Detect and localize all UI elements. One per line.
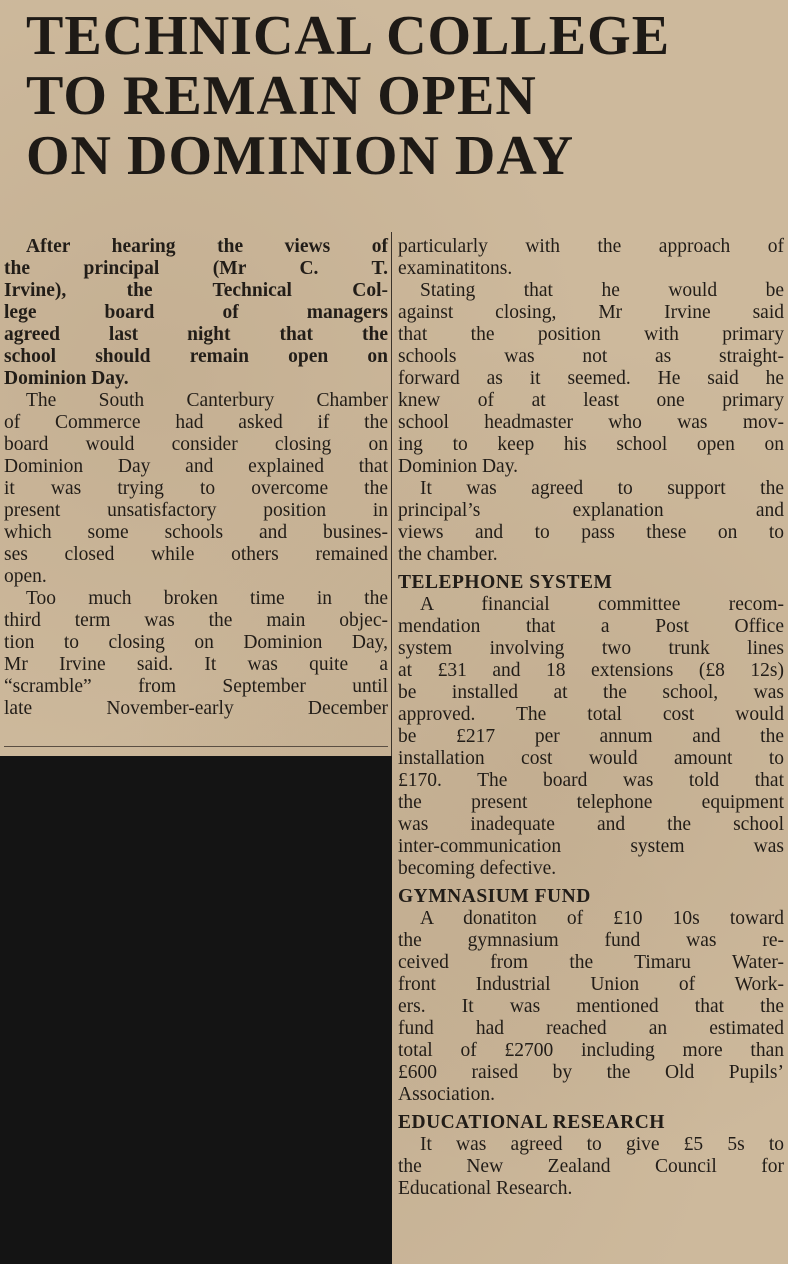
text-line: It was agreed to support the bbox=[420, 478, 784, 499]
text-line: ing to keep his school open on bbox=[398, 434, 784, 455]
text-line: the chamber. bbox=[398, 544, 498, 565]
text-line: Stating that he would be bbox=[420, 280, 784, 301]
text-line: It was agreed to give £5 5s to bbox=[420, 1134, 784, 1155]
text-line: principal’s explanation and bbox=[398, 500, 784, 521]
paragraph-telephone bbox=[398, 594, 784, 880]
text-line: front Industrial Union of Work- bbox=[398, 974, 784, 995]
text-line: ses closed while others remained bbox=[4, 544, 388, 565]
text-line: school headmaster who was mov- bbox=[398, 412, 784, 433]
text-line: mendation that a Post Office bbox=[398, 616, 784, 637]
text-line: lege board of managers bbox=[4, 302, 388, 323]
column-end-rule bbox=[4, 746, 388, 747]
text-line: school should remain open on bbox=[4, 346, 388, 367]
text-line: ers. It was mentioned that the bbox=[398, 996, 784, 1017]
right-column bbox=[398, 236, 784, 1200]
scan-background-area bbox=[0, 756, 392, 1264]
paragraph-continuation bbox=[398, 236, 784, 280]
text-line: £600 raised by the Old Pupils’ bbox=[398, 1062, 784, 1083]
text-line: examinatitons. bbox=[398, 258, 513, 279]
text-line: knew of at least one primary bbox=[398, 390, 784, 411]
text-line: £170. The board was told that bbox=[398, 770, 784, 791]
headline bbox=[26, 6, 786, 186]
text-line: A financial committee recom- bbox=[420, 594, 784, 615]
text-line: views and to pass these on to bbox=[398, 522, 784, 543]
text-line: open. bbox=[4, 566, 47, 587]
text-line: becoming defective. bbox=[398, 858, 557, 879]
text-line: tion to closing on Dominion Day, bbox=[4, 632, 388, 653]
text-line: ceived from the Timaru Water- bbox=[398, 952, 784, 973]
text-line: After hearing the views of bbox=[26, 236, 388, 257]
text-line: installation cost would amount to bbox=[398, 748, 784, 769]
text-line: Dominion Day. bbox=[398, 456, 519, 477]
text-line: approved. The total cost would bbox=[398, 704, 784, 725]
paragraph-intro bbox=[4, 236, 388, 390]
text-line: late November-early December bbox=[4, 698, 388, 719]
text-line: the principal (Mr C. T. bbox=[4, 258, 388, 279]
headline-line: TECHNICAL COLLEGE bbox=[26, 5, 671, 67]
headline-line: ON DOMINION DAY bbox=[26, 125, 575, 187]
paragraph-research bbox=[398, 1134, 784, 1200]
subhead-educational-research: EDUCATIONAL RESEARCH bbox=[398, 1112, 665, 1133]
text-line: which some schools and busines- bbox=[4, 522, 388, 543]
text-line: it was trying to overcome the bbox=[4, 478, 388, 499]
subhead-gymnasium-fund: GYMNASIUM FUND bbox=[398, 886, 591, 907]
text-line: schools was not as straight- bbox=[398, 346, 784, 367]
text-line: the present telephone equipment bbox=[398, 792, 784, 813]
text-line: inter-communication system was bbox=[398, 836, 784, 857]
subhead-telephone-system: TELEPHONE SYSTEM bbox=[398, 572, 613, 593]
text-line: total of £2700 including more than bbox=[398, 1040, 784, 1061]
text-line: Association. bbox=[398, 1084, 495, 1105]
text-line: board would consider closing on bbox=[4, 434, 388, 455]
paragraph-broken-time bbox=[4, 588, 388, 720]
text-line: Dominion Day. bbox=[4, 368, 129, 389]
text-line: be installed at the school, was bbox=[398, 682, 784, 703]
text-line: Mr Irvine said. It was quite a bbox=[4, 654, 388, 675]
text-line: fund had reached an estimated bbox=[398, 1018, 784, 1039]
text-line: Educational Research. bbox=[398, 1178, 573, 1199]
text-line: was inadequate and the school bbox=[398, 814, 784, 835]
text-line: the New Zealand Council for bbox=[398, 1156, 784, 1177]
text-line: A donatiton of £10 10s toward bbox=[420, 908, 784, 929]
paragraph-gymnasium bbox=[398, 908, 784, 1106]
text-line: at £31 and 18 extensions (£8 12s) bbox=[398, 660, 784, 681]
text-line: third term was the main objec- bbox=[4, 610, 388, 631]
text-line: agreed last night that the bbox=[4, 324, 388, 345]
paragraph-agreed bbox=[398, 478, 784, 566]
text-line: particularly with the approach of bbox=[398, 236, 784, 257]
left-column bbox=[4, 236, 388, 720]
text-line: system involving two trunk lines bbox=[398, 638, 784, 659]
text-line: that the position with primary bbox=[398, 324, 784, 345]
text-line: The South Canterbury Chamber bbox=[26, 390, 388, 411]
text-line: forward as it seemed. He said he bbox=[398, 368, 784, 389]
paragraph-stating bbox=[398, 280, 784, 478]
text-line: Dominion Day and explained that bbox=[4, 456, 388, 477]
text-line: against closing, Mr Irvine said bbox=[398, 302, 784, 323]
text-line: the gymnasium fund was re- bbox=[398, 930, 784, 951]
paragraph-chamber bbox=[4, 390, 388, 588]
text-line: “scramble” from September until bbox=[4, 676, 388, 697]
text-line: of Commerce had asked if the bbox=[4, 412, 388, 433]
text-line: be £217 per annum and the bbox=[398, 726, 784, 747]
headline-line: TO REMAIN OPEN bbox=[26, 65, 537, 127]
text-line: Too much broken time in the bbox=[26, 588, 388, 609]
text-line: Irvine), the Technical Col- bbox=[4, 280, 388, 301]
text-line: present unsatisfactory position in bbox=[4, 500, 388, 521]
